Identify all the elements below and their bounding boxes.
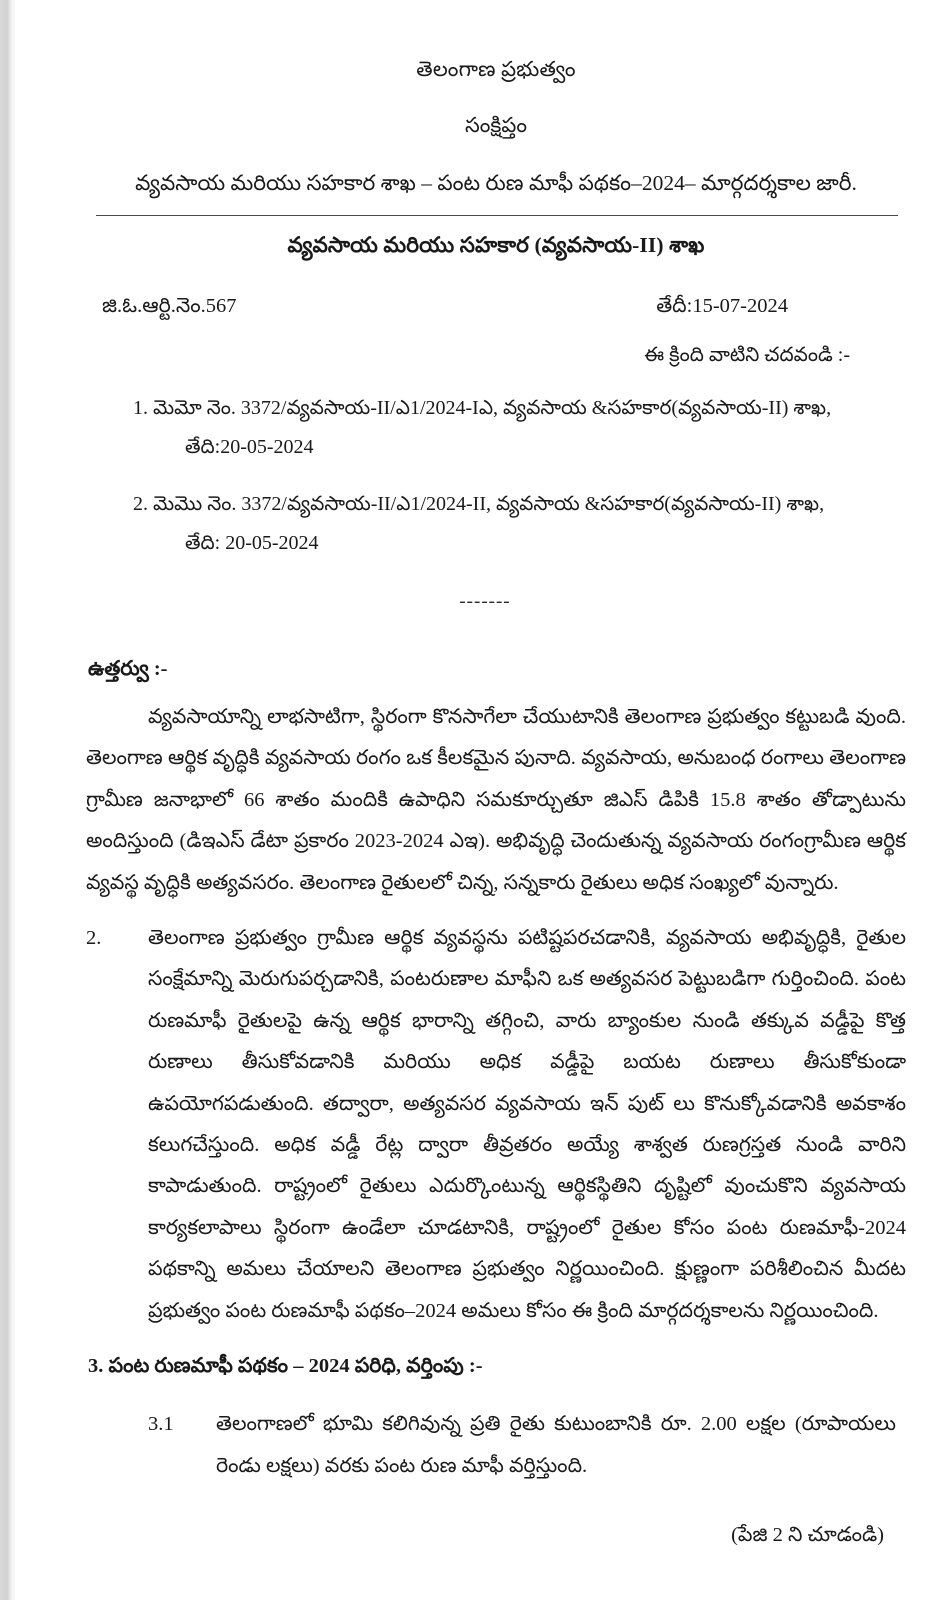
section-3-heading: 3. పంట రుణమాఫీ పథకం – 2024 పరిధి, వర్తింపు :- [88,1355,483,1378]
reference-number: 2. [133,493,148,516]
section-3-1-text: తెలంగాణలో భూమి కలిగివున్న ప్రతి రైతు కుటుంబానికి రూ. 2.00 లక్షల (రూపాయలు రెండు లక్షలు) వరకు పంట రుణ మాఫీ వర్తిస్తుంది. [216,1413,896,1477]
department-name: వ్యవసాయ మరియు సహకార (వ్యవసాయ-II) శాఖ [287,233,705,258]
section-3-1-block [86,1382,906,1487]
document-sheet [16,0,952,1600]
order-heading: ఉత్తర్వు :- [88,658,168,681]
continuation-note: (పేజి 2 ని చూడండి) [731,1523,884,1546]
page-scan-gutter [0,0,13,1600]
reference-date: తేది:20-05-2024 [185,436,314,459]
read-the-following-label: ఈ క్రింది వాటిని చదవండి :- [644,344,850,367]
reference-date: తేది: 20-05-2024 [185,532,319,555]
reference-list [86,389,906,563]
order-meta-row [86,263,906,322]
reference-number: 1. [133,397,148,420]
section-3-1-number: 3.1 [148,1413,174,1436]
order-paragraph-2-block [86,904,906,1332]
order-paragraph-2-number: 2. [86,927,102,950]
go-number: జి.ఓ.ఆర్టి.నెం.567 [102,295,237,318]
reference-text: మెమొ నెం. 3372/వ్యవసాయ-II/ఎ1/2024-II, వ్యవసాయ &సహకార(వ్యవసాయ-II) శాఖ, [153,493,825,516]
list-item [86,389,906,467]
dashed-separator: ------- [459,591,511,613]
subject-line: వ్యవసాయ మరియు సహకార శాఖ – పంట రుణ మాఫీ పథకం–2024– మార్గదర్శకాల జారీ. [135,171,857,195]
order-paragraph-2: తెలంగాణ ప్రభుత్వం గ్రామీణ ఆర్థిక వ్యవస్థను పటిష్టపరచడానికి, వ్యవసాయ అభివృద్ధికి, రైతుల సంక్షేమాన్ని మెరుగుపర్చడానికి, పంటరుణాల మాఫీని ఒక అత్యవసర పెట్టుబడిగా గుర్తించింది. పంట రుణమాఫీ రైతులపై ఉన్న ఆర్థిక భారాన్ని తగ్గించి, వారు బ్యాంకుల నుండి తక్కువ వడ్డీపై కొత్త రుణాలు తీసుకోవడానికి మరియు అధిక వడ్డీపై బయట రుణాలు తీసుకోకుండా ఉపయోగపడుతుంది. తద్వారా, అత్యవసర వ్యవసాయ ఇన్ పుట్ లు కొనుక్కోవడానికి అవకాశం కలుగచేస్తుంది. అధిక వడ్డీ రేట్ల ద్వారా తీవ్రతరం అయ్యే శాశ్వత రుణగ్రస్తత నుండి వారిని కాపాడుతుంది. రాష్ట్రంలో రైతులు ఎదుర్కొంటున్న ఆర్థికస్థితిని దృష్టిలో వుంచుకొని వ్యవసాయ కార్యకలాపాలు స్థిరంగా ఉండేలా చూడటానికి, రాష్ట్రంలో రైతుల కోసం పంట రుణమాఫీ-2024 పథకాన్ని అమలు చేయాలని తెలంగాణ ప్రభుత్వం నిర్ణయించింది. క్షుణ్ణంగా పరిశీలించిన మీదట ప్రభుత్వం పంట రుణమాఫీ పథకం–2024 అమలు కోసం ఈ క్రింది మార్గదర్శకాలను నిర్ణయించింది. [148,927,906,1322]
abstract-label: సంక్షిప్తం [465,113,527,137]
go-date: తేదీ:15-07-2024 [656,295,788,318]
government-title: తెలంగాణ ప్రభుత్వం [416,57,576,81]
list-item [86,485,906,563]
order-paragraph-1: వ్యవసాయాన్ని లాభసాటిగా, స్థిరంగా కొనసాగేలా చేయుటానికి తెలంగాణ ప్రభుత్వం కట్టుబడి వుంది. తెలంగాణ ఆర్థిక వృద్ధికి వ్యవసాయ రంగం ఒక కీలకమైన పునాది. వ్యవసాయ, అనుబంధ రంగాలు తెలంగాణ గ్రామీణ జనాభాలో 66 శాతం మందికి ఉపాధిని సమకూర్చుతూ జిఎస్ డిపికి 15.8 శాతం తోడ్పాటును అందిస్తుంది (డిఇఎస్ డేటా ప్రకారం 2023-2024 ఎఇ). అభివృద్ధి చెందుతున్న వ్యవసాయ రంగంగ్రామీణ ఆర్థిక వ్యవస్థ వృద్ధికి అత్యవసరం. తెలంగాణ రైతులలో చిన్న, సన్నకారు రైతులు అధిక సంఖ్యలో వున్నారు. [86,706,906,894]
reference-text: మెమో నెం. 3372/వ్యవసాయ-II/ఎ1/2024-Iఎ, వ్యవసాయ &సహకార(వ్యవసాయ-II) శాఖ, [153,397,832,420]
